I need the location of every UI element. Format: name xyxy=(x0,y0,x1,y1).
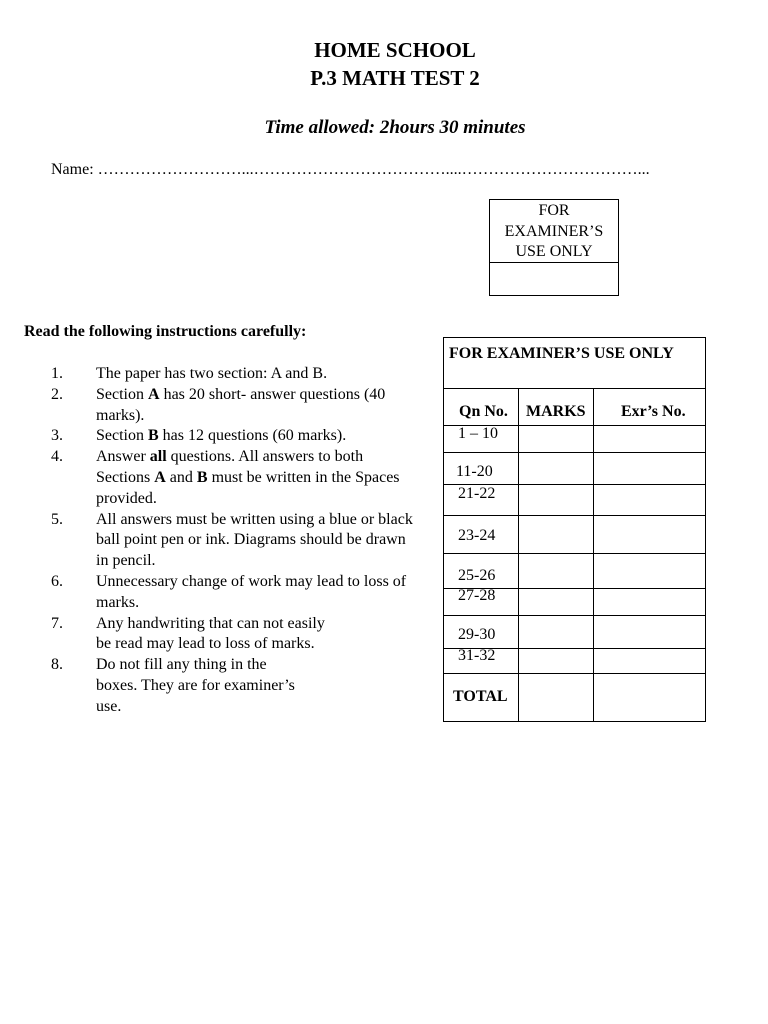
examiner-table-title: FOR EXAMINER’S USE ONLY xyxy=(444,338,705,389)
examiner-small-box xyxy=(489,199,619,296)
instruction-emphasis: A xyxy=(148,385,160,403)
instruction-text xyxy=(96,426,421,447)
table-row-divider xyxy=(444,673,705,674)
instruction-item xyxy=(51,426,421,447)
column-header-marks: MARKS xyxy=(526,403,586,420)
instruction-emphasis: B xyxy=(196,468,208,486)
instruction-fragment: Section xyxy=(96,427,148,445)
qn-range-label: 21-22 xyxy=(458,485,496,502)
column-header-qn-no: Qn No. xyxy=(459,403,508,420)
small-box-label-line: EXAMINER’S xyxy=(504,222,604,240)
instruction-fragment: be read may lead to loss of marks. xyxy=(96,635,315,653)
instruction-item xyxy=(51,510,421,572)
instruction-number: 1. xyxy=(51,365,63,382)
instruction-fragment: questions. All answers to both Sections xyxy=(96,448,364,486)
instruction-fragment: and xyxy=(165,468,197,486)
instruction-fragment: Do not fill any thing in the xyxy=(96,656,267,674)
instruction-item xyxy=(51,614,421,656)
qn-range-label: 31-32 xyxy=(458,647,496,664)
examiner-marks-table xyxy=(443,337,706,722)
instruction-item xyxy=(51,385,421,427)
time-allowed: Time allowed: 2hours 30 minutes xyxy=(264,117,526,138)
examiner-small-box-label xyxy=(490,200,618,263)
instruction-item xyxy=(51,447,421,509)
test-title: P.3 MATH TEST 2 xyxy=(310,66,480,90)
small-box-label-line: FOR xyxy=(538,202,570,219)
instruction-text xyxy=(96,447,421,509)
table-row-divider xyxy=(444,553,705,554)
qn-range-label: 11-20 xyxy=(456,463,493,480)
instruction-emphasis: all xyxy=(149,448,167,466)
examiner-small-box-score-cell xyxy=(490,263,618,294)
table-row-divider xyxy=(444,452,705,453)
instruction-fragment: The paper has two section: A and B. xyxy=(96,365,328,382)
table-row-divider xyxy=(444,615,705,616)
instruction-number: 6. xyxy=(51,572,63,590)
instruction-item xyxy=(51,364,421,385)
qn-range-label: 25-26 xyxy=(458,567,496,584)
instruction-text xyxy=(96,572,421,614)
instruction-text xyxy=(96,655,421,717)
name-field-line[interactable]: Name: ………………………...………………………………....……………………………... xyxy=(51,161,650,178)
instruction-number: 5. xyxy=(51,510,63,528)
instruction-number: 4. xyxy=(51,448,63,466)
instruction-fragment: use. xyxy=(96,697,122,715)
instructions-list xyxy=(51,364,421,718)
instruction-emphasis: A xyxy=(154,468,166,486)
school-title: HOME SCHOOL xyxy=(314,38,476,62)
small-box-label-line: USE ONLY xyxy=(515,243,593,260)
qn-range-label: 27-28 xyxy=(458,587,496,604)
instruction-emphasis: B xyxy=(148,427,159,445)
instruction-fragment: has 20 short- answer questions (40 marks). xyxy=(96,385,386,424)
instruction-number: 2. xyxy=(51,385,63,403)
column-header-exr-no: Exr’s No. xyxy=(621,403,686,420)
instruction-fragment: must be written in the Spaces provided. xyxy=(96,468,400,507)
total-label: TOTAL xyxy=(453,688,508,705)
instruction-fragment: has 12 questions (60 marks). xyxy=(158,427,347,445)
instruction-number: 3. xyxy=(51,427,63,445)
qn-range-label: 29-30 xyxy=(458,626,496,643)
instruction-fragment: All answers must be written using a blue or black ball point pen or ink. Diagrams should be drawn in pencil. xyxy=(96,510,413,570)
instruction-item xyxy=(51,572,421,614)
instruction-fragment: Section xyxy=(96,385,148,403)
instruction-text xyxy=(96,364,421,385)
instruction-fragment: boxes. They are for examiner’s xyxy=(96,676,295,694)
instruction-fragment: Any handwriting that can not easily xyxy=(96,614,325,632)
qn-range-label: 23-24 xyxy=(458,527,496,544)
instructions-heading: Read the following instructions carefully: xyxy=(24,323,307,340)
instruction-item xyxy=(51,655,421,717)
instruction-text xyxy=(96,614,421,656)
instruction-fragment: Unnecessary change of work may lead to loss of marks. xyxy=(96,572,407,611)
instruction-fragment: Answer xyxy=(96,448,150,466)
table-row-divider xyxy=(444,515,705,516)
instruction-text xyxy=(96,385,421,427)
qn-range-label: 1 – 10 xyxy=(458,425,498,442)
instruction-number: 8. xyxy=(51,656,63,674)
instruction-text xyxy=(96,510,421,572)
instruction-number: 7. xyxy=(51,614,63,632)
